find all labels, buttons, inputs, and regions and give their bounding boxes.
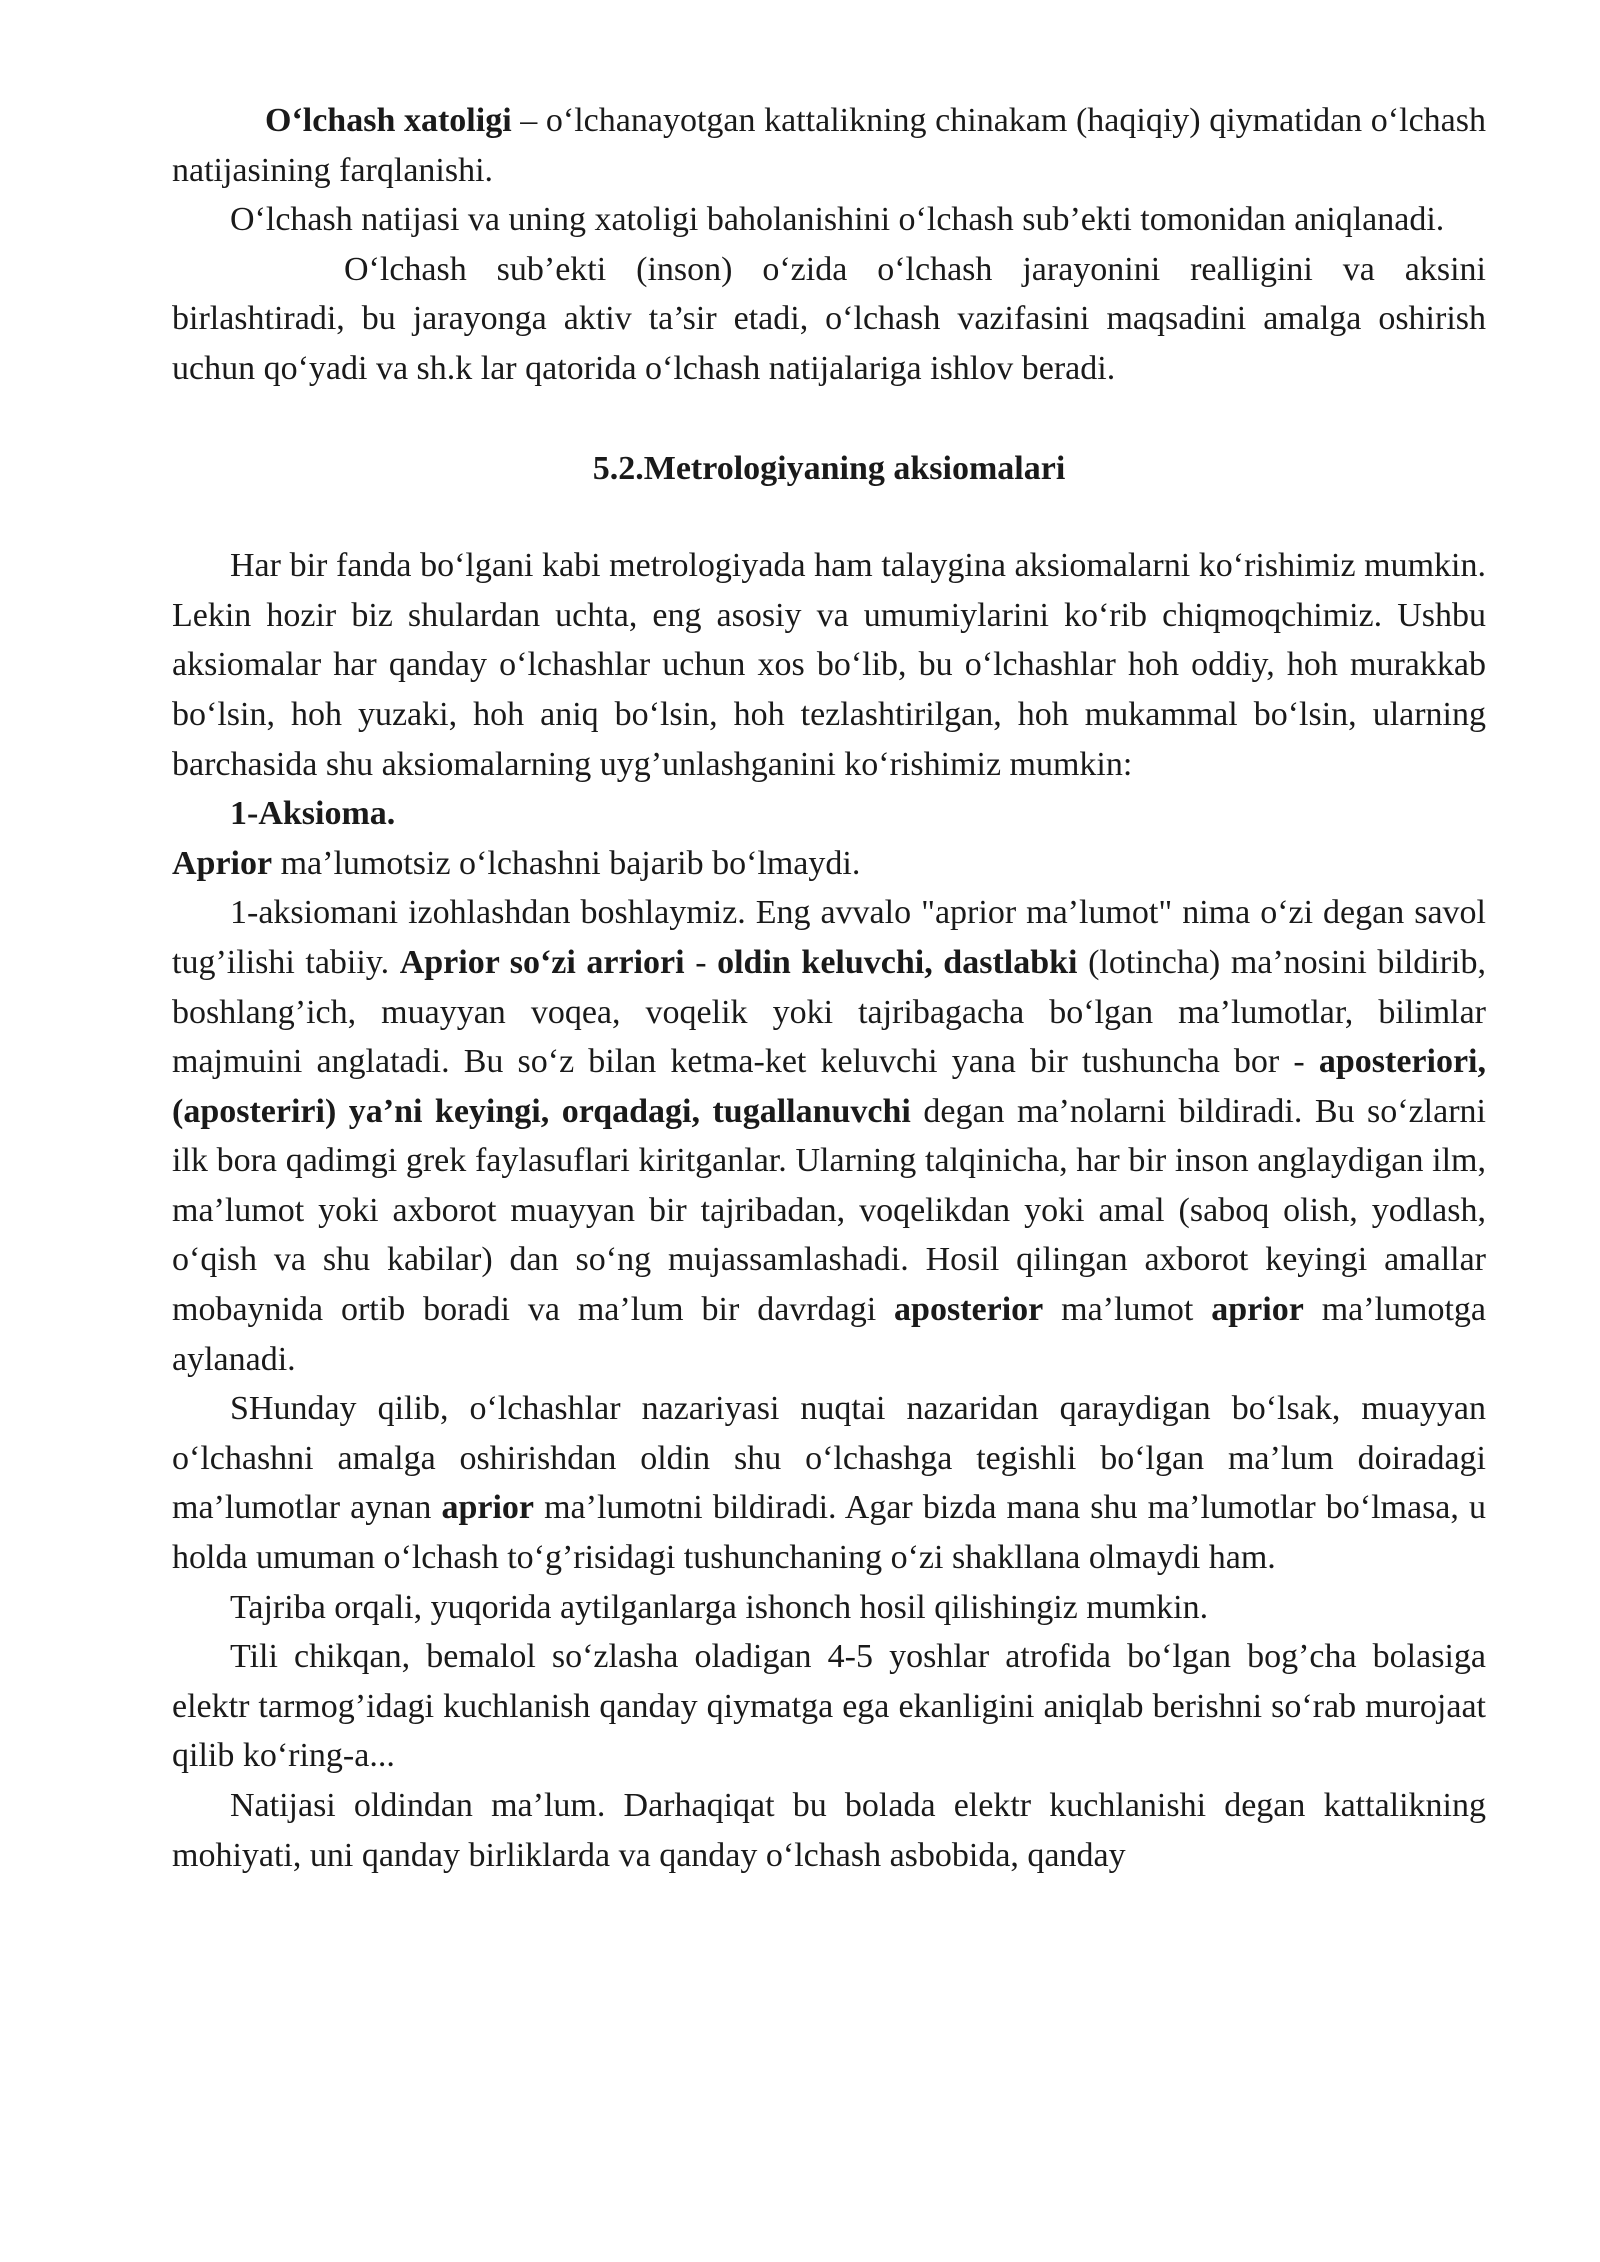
paragraph-measurement-error-definition <box>172 96 1486 195</box>
text-run: 1-aksiomani izohlashdan boshlaymiz. Eng avvalo "aprior ma’lumot" nima o‘zi degan savol tug’ilishi tabiiy. <box>172 894 1486 981</box>
paragraph-result: Natijasi oldindan ma’lum. Darhaqiqat bu bolada elektr kuchlanishi degan kattalikning mohiyati, uni qanday birliklarda va qanday o‘lchash asbobida, qanday <box>172 1787 1486 1874</box>
bold-run: aprior <box>441 1489 534 1527</box>
paragraph-aprior-explanation <box>172 888 1486 1384</box>
bold-run: aposteriori, (aposteriri) ya’ni keyingi, orqadagi, tugallanuvchi <box>172 1043 1486 1130</box>
text-run: ma’lumotga aylanadi. <box>172 1291 1486 1378</box>
paragraph-subject-role: O‘lchash sub’ekti (inson) o‘zida o‘lchash jarayonini realligini va aksini birlashtiradi, bu jarayonga aktiv ta’sir etadi, o‘lchash vazifasini maqsadini amalga oshirish uchun qo‘yadi va sh.k lar qatorida o‘lchash natijalariga ishlov beradi. <box>172 250 1486 387</box>
text-run: (lotincha) ma’nosini bildirib, boshlang’ich, muayyan voqea, voqelik yoki tajribagacha bo‘lgan ma’lumotlar, bilimlar majmuini anglatadi. Bu so‘z bilan ketma-ket keluvchi yana bir tushuncha bor - <box>172 943 1487 1081</box>
section-title: 5.2.Metrologiyaning aksiomalari <box>592 449 1066 487</box>
bold-run: aposterior <box>894 1291 1044 1329</box>
paragraph-child-example: Tili chikqan, bemalol so‘zlasha oladigan 4-5 yoshlar atrofida bo‘lgan bog’cha bolasiga elektr tarmog’idagi kuchlanish qanday qiymatga ega ekanligini aniqlab berishni so‘rab murojaat qilib ko‘ring-a... <box>172 1638 1486 1775</box>
bold-run: aprior <box>1211 1291 1304 1329</box>
bold-run: oldin keluvchi, dastlabki <box>717 943 1078 981</box>
text-run: ma’lumotni bildiradi. Agar bizda mana shu ma’lumotlar bo‘lmasa, u holda umuman o‘lchash to‘g’risidagi tushunchaning o‘zi shakllana olmaydi ham. <box>172 1489 1487 1577</box>
text-run: SHunday qilib, o‘lchashlar nazariyasi nuqtai nazaridan qaraydigan bo‘lsak, muayyan o‘lchashni amalga oshirishdan oldin shu o‘lchashga tegishli bo‘lgan ma’lum doiradagi ma’lumotlar aynan <box>172 1390 1486 1527</box>
paragraph-measurement-subject: O‘lchash natijasi va uning xatoligi baholanishini o‘lchash sub’ekti tomonidan aniqlanadi. <box>230 201 1445 239</box>
text-run: ma’lumot <box>1043 1291 1212 1329</box>
axiom-text: ma’lumotsiz o‘lchashni bajarib bo‘lmaydi. <box>272 844 861 882</box>
paragraph-experiment: Tajriba orqali, yuqorida aytilganlarga ishonch hosil qilishingiz mumkin. <box>230 1588 1209 1626</box>
axiom-term: Aprior <box>172 844 273 882</box>
paragraph-axioms-intro: Har bir fanda bo‘lgani kabi metrologiyada ham talaygina aksiomalarni ko‘rishimiz mumkin. Lekin hozir biz shulardan uchta, eng asosiy va umumiylarini ko‘rib chiqmoqchimiz. Ushbu aksiomalar har qanday o‘lchashlar uchun xos bo‘lib, bu o‘lchashlar hoh oddiy, hoh murakkab bo‘lsin, hoh yuzaki, hoh aniq bo‘lsin, hoh tezlashtirilgan, hoh mukammal bo‘lsin, ularning barchasida shu aksiomalarning uyg’unlashganini ko‘rishimiz mumkin: <box>172 547 1486 783</box>
definition-text: – o‘lchanayotgan kattalikning chinakam (haqiqiy) qiymatidan o‘lchash natijasining farqlanishi. <box>172 102 1486 189</box>
bold-run: Aprior so‘zi arriori <box>399 943 685 981</box>
text-run: degan ma’nolarni bildiradi. Bu so‘zlarni ilk bora qadimgi grek faylasuflari kiritganlar. Ularning talqinicha, har bir inson anglaydigan ilm, ma’lumot yoki axborot muayyan bir tajribadan, voqelikdan yoki amal (saboq olish, yodlash, o‘qish va shu kabilar) dan so‘ng mujassamlashadi. Hosil qilingan axborot keyingi amallar mobaynida ortib boradi va ma’lum bir davrdagi <box>172 1092 1486 1329</box>
term-measurement-error: O‘lchash xatoligi <box>265 102 512 139</box>
document-page <box>172 96 1486 1880</box>
paragraph-measurement-theory <box>172 1384 1486 1582</box>
axiom-heading-text: 1-Aksioma. <box>230 795 396 833</box>
axiom-statement <box>172 839 1486 889</box>
axiom-heading <box>172 789 1486 839</box>
text-run: - <box>684 943 718 981</box>
